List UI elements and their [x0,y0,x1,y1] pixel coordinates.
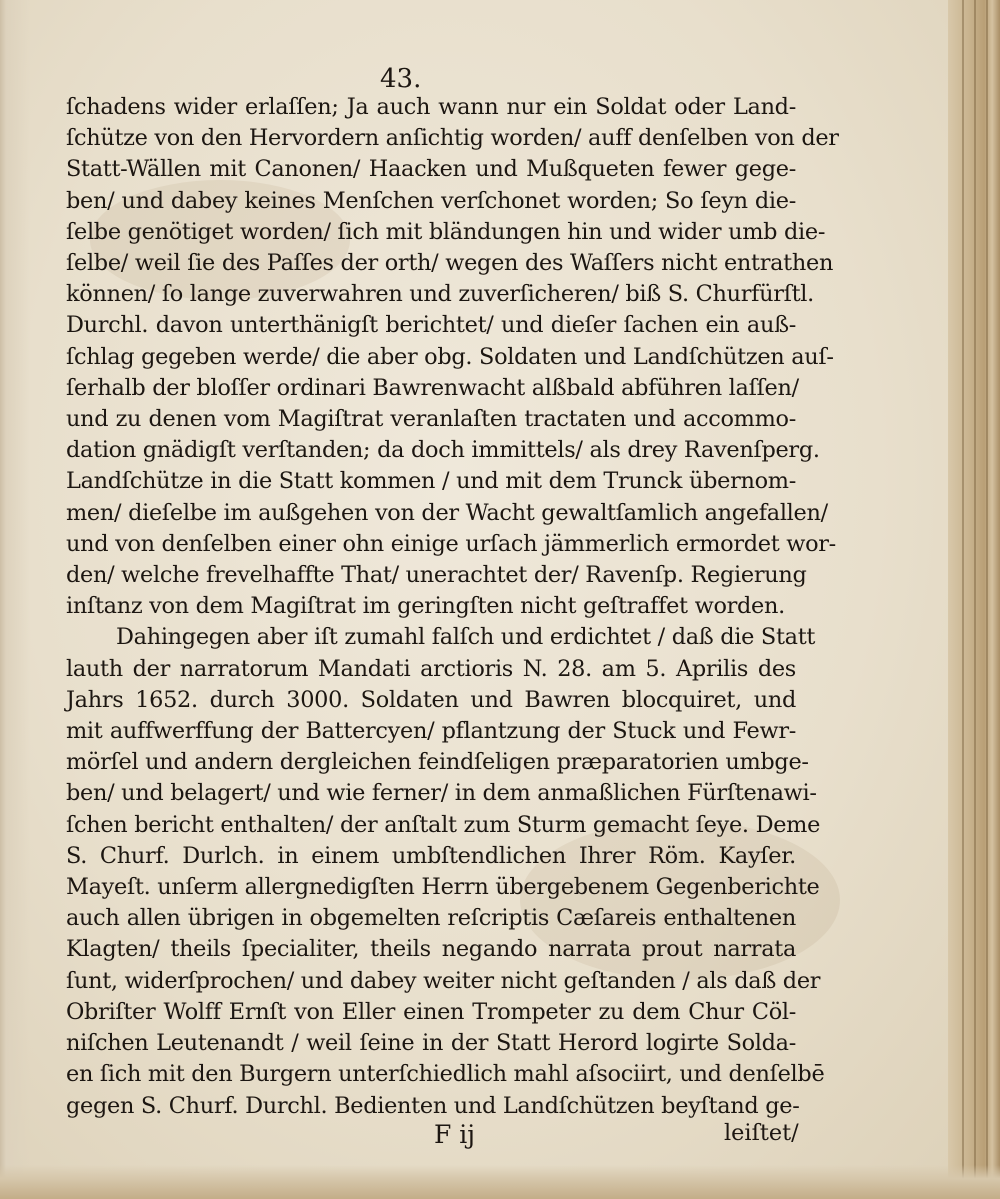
text-line: inſtanz von dem Magiſtrat im geringſten nicht geſtraffet worden. [66,593,785,620]
text-line: niſchen Leutenandt / weil ſeine in der Statt Herord logirte Solda- [66,1030,796,1057]
text-line: mit auffwerffung der Battercyen/ pflantzung der Stuck und Fewr- [66,718,796,745]
text-line: ſchütze von den Hervordern anſichtig worden/ auff denſelben von der [66,125,839,152]
text-line: Klagten/ theils ſpecialiter, theils negando narrata prout narrata [66,936,796,963]
text-line: Mayeſt. unſerm allergnedigſten Herrn übergebenem Gegenberichte [66,874,820,901]
page-number: 43. [380,64,422,94]
text-line: Landſchütze in die Statt kommen / und mit dem Trunck übernom- [66,468,796,495]
text-line: ſunt, widerſprochen/ und dabey weiter nicht geſtanden / als daß der [66,967,821,994]
text-line: und von denſelben einer ohn einige urſach jämmerlich ermordet wor- [66,530,836,557]
text-line: en ſich mit den Burgern unterſchiedlich mahl aſsociirt, und denſelbē [66,1061,825,1088]
text-line: ben/ und dabey keines Menſchen verſchonet worden; So ſeyn die- [66,187,796,214]
text-line: S. Churf. Durlch. in einem umbſtendlichen Ihrer Röm. Kayſer. [66,842,796,869]
text-line: gegen S. Churf. Durchl. Bedienten und Landſchützen beyſtand ge- [66,1092,800,1119]
text-line: den/ welche frevelhaffte That/ unerachtet der/ Ravenſp. Regierung [66,562,807,589]
text-line: Durchl. davon unterthänigſt berichtet/ und dieſer ſachen ein auß- [66,312,796,339]
text-line: Statt-Wällen mit Canonen/ Haacken und Mußqueten fewer gege- [66,156,796,183]
text-line: und zu denen vom Magiſtrat veranlaſten tractaten und accommo- [66,406,796,433]
text-line: ſchen bericht enthalten/ der anſtalt zum Sturm gemacht ſeye. Deme [66,811,821,838]
catchword: leiſtet/ [724,1120,799,1146]
text-line: auch allen übrigen in obgemelten reſcriptis Cæſareis enthaltenen [66,905,796,932]
text-line: ſelbe/ weil ſie des Paſſes der orth/ wegen des Waſſers nicht entrathen [66,250,834,277]
text-line: lauth der narratorum Mandati arctioris N. 28. am 5. Aprilis des [66,655,796,682]
text-line: ſchlag gegeben werde/ die aber obg. Soldaten und Landſchützen auſ- [66,343,834,370]
page-edge-right [948,0,1000,1199]
text-line: ſchadens wider erlaſſen; Ja auch wann nur ein Soldat oder Land- [66,94,796,120]
text-line: men/ dieſelbe im außgehen von der Wacht gewaltſamlich angefallen/ [66,499,828,526]
text-line: ben/ und belagert/ und wie ferner/ in dem anmaßlichen Fürſtenawi- [66,780,817,807]
text-line: Jahrs 1652. durch 3000. Soldaten und Bawren blocquiret, und [66,686,796,713]
text-line: mörſel und andern dergleichen feindſeligen præparatorien umbge- [66,749,809,776]
text-line: dation gnädigſt verſtanden; da doch immittels/ als drey Ravenſperg. [66,437,820,464]
text-line: Obriſter Wolff Ernſt von Eller einen Trompeter zu dem Chur Cöl- [66,998,796,1025]
body-text [66,92,839,1122]
page-edge-bottom [0,1165,1000,1199]
paragraph-start-line: Dahingegen aber iſt zumahl falſch und erdichtet / daß die Statt [116,624,816,651]
text-line: ſerhalb der bloſſer ordinari Bawrenwacht alßbald abführen laſſen/ [66,374,799,401]
text-line: können/ ſo lange zuverwahren und zuverſicheren/ biß S. Churfürſtl. [66,281,814,308]
text-line: ſelbe genötiget worden/ ſich mit bländungen hin und wider umb die- [66,218,826,245]
signature-mark: F ij [434,1120,476,1149]
